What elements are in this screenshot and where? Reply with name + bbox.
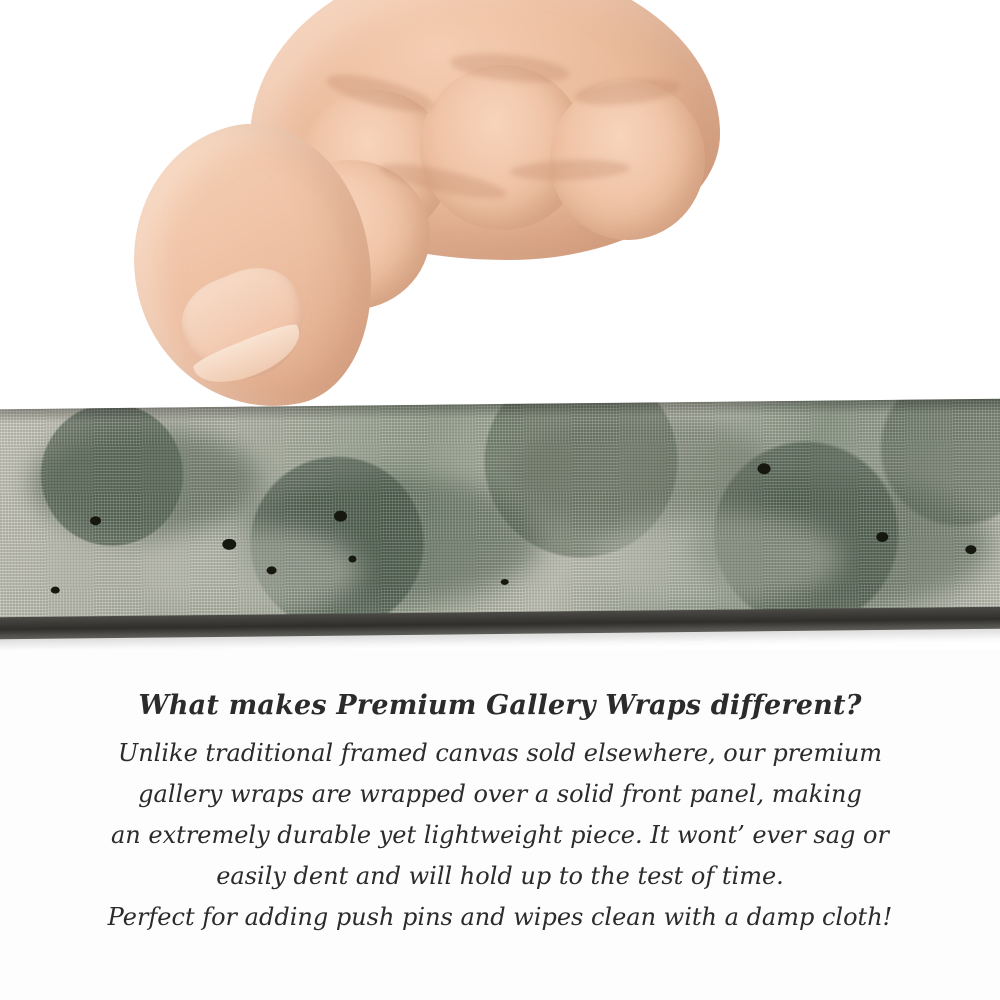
canvas-wrap-edge	[0, 399, 1000, 632]
canvas-speck	[334, 511, 347, 522]
canvas-speck	[876, 532, 888, 542]
canvas-speck	[222, 539, 236, 550]
canvas-speck	[965, 545, 976, 554]
caption-line: an extremely durable yet lightweight piece. It wont’ ever sag or	[111, 821, 889, 849]
canvas-weave-texture	[0, 399, 1000, 632]
caption-line: gallery wraps are wrapped over a solid front panel, making	[138, 780, 862, 808]
hand-photo	[120, 0, 740, 430]
canvas-speck	[501, 579, 509, 585]
caption-title: What makes Premium Gallery Wraps different?	[138, 690, 862, 721]
canvas-speck	[348, 556, 356, 563]
caption-block	[0, 690, 1000, 938]
caption-line: easily dent and will hold up to the test of time.	[216, 862, 784, 890]
canvas-speck	[51, 587, 60, 594]
caption-line: Unlike traditional framed canvas sold elsewhere, our premium	[117, 739, 882, 767]
caption-line: Perfect for adding push pins and wipes clean with a damp cloth!	[107, 903, 893, 931]
canvas-speck	[267, 566, 277, 574]
canvas-speck	[90, 516, 101, 525]
canvas-speck	[757, 463, 770, 474]
